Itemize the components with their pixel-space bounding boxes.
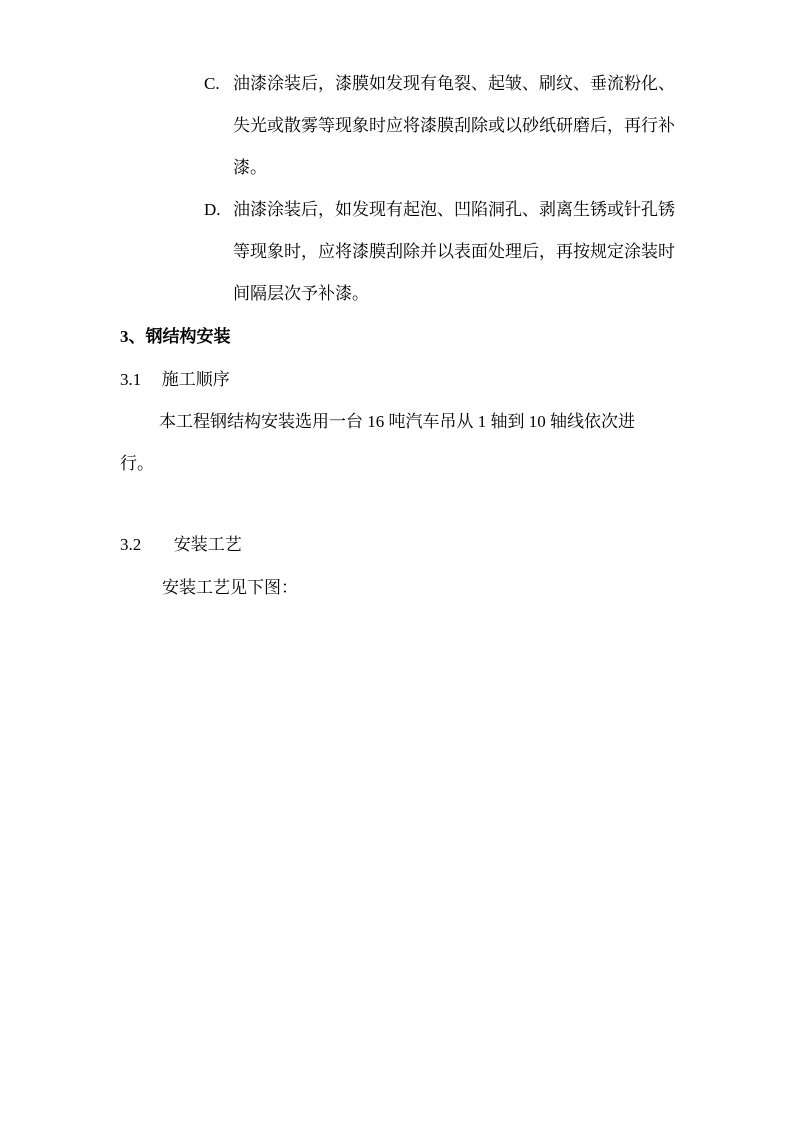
- paragraph-line-2: 行。: [120, 454, 154, 473]
- subsection-heading-3-1: [120, 365, 230, 390]
- paragraph-line-1: 本工程钢结构安装选用一台 16 吨汽车吊从 1 轴到 10 轴线依次进: [159, 412, 635, 431]
- subsection-number: 3.2: [120, 535, 142, 554]
- list-text-d: 油漆涂装后，如发现有起泡、凹陷洞孔、剥离生锈或针孔锈等现象时，应将漆膜刮除并以表面处理后，再按规定涂装时间隔层次予补漆。: [233, 200, 675, 303]
- paragraph-see-figure: 安装工艺见下图：: [162, 578, 298, 597]
- list-marker-c: C.: [204, 74, 220, 93]
- list-marker-d: D.: [204, 200, 221, 219]
- subsection-heading-3-2: [120, 530, 242, 555]
- list-item-c: [204, 63, 678, 189]
- subsection-title: 安装工艺: [173, 535, 242, 554]
- list-item-d: [204, 189, 678, 315]
- section-heading: 3、钢结构安装: [120, 327, 231, 346]
- subsection-title: 施工顺序: [161, 370, 230, 389]
- list-text-c: 油漆涂装后，漆膜如发现有龟裂、起皱、刷纹、垂流粉化、失光或散雾等现象时应将漆膜刮除或以砂纸研磨后，再行补漆。: [233, 74, 675, 177]
- subsection-number: 3.1: [120, 370, 142, 389]
